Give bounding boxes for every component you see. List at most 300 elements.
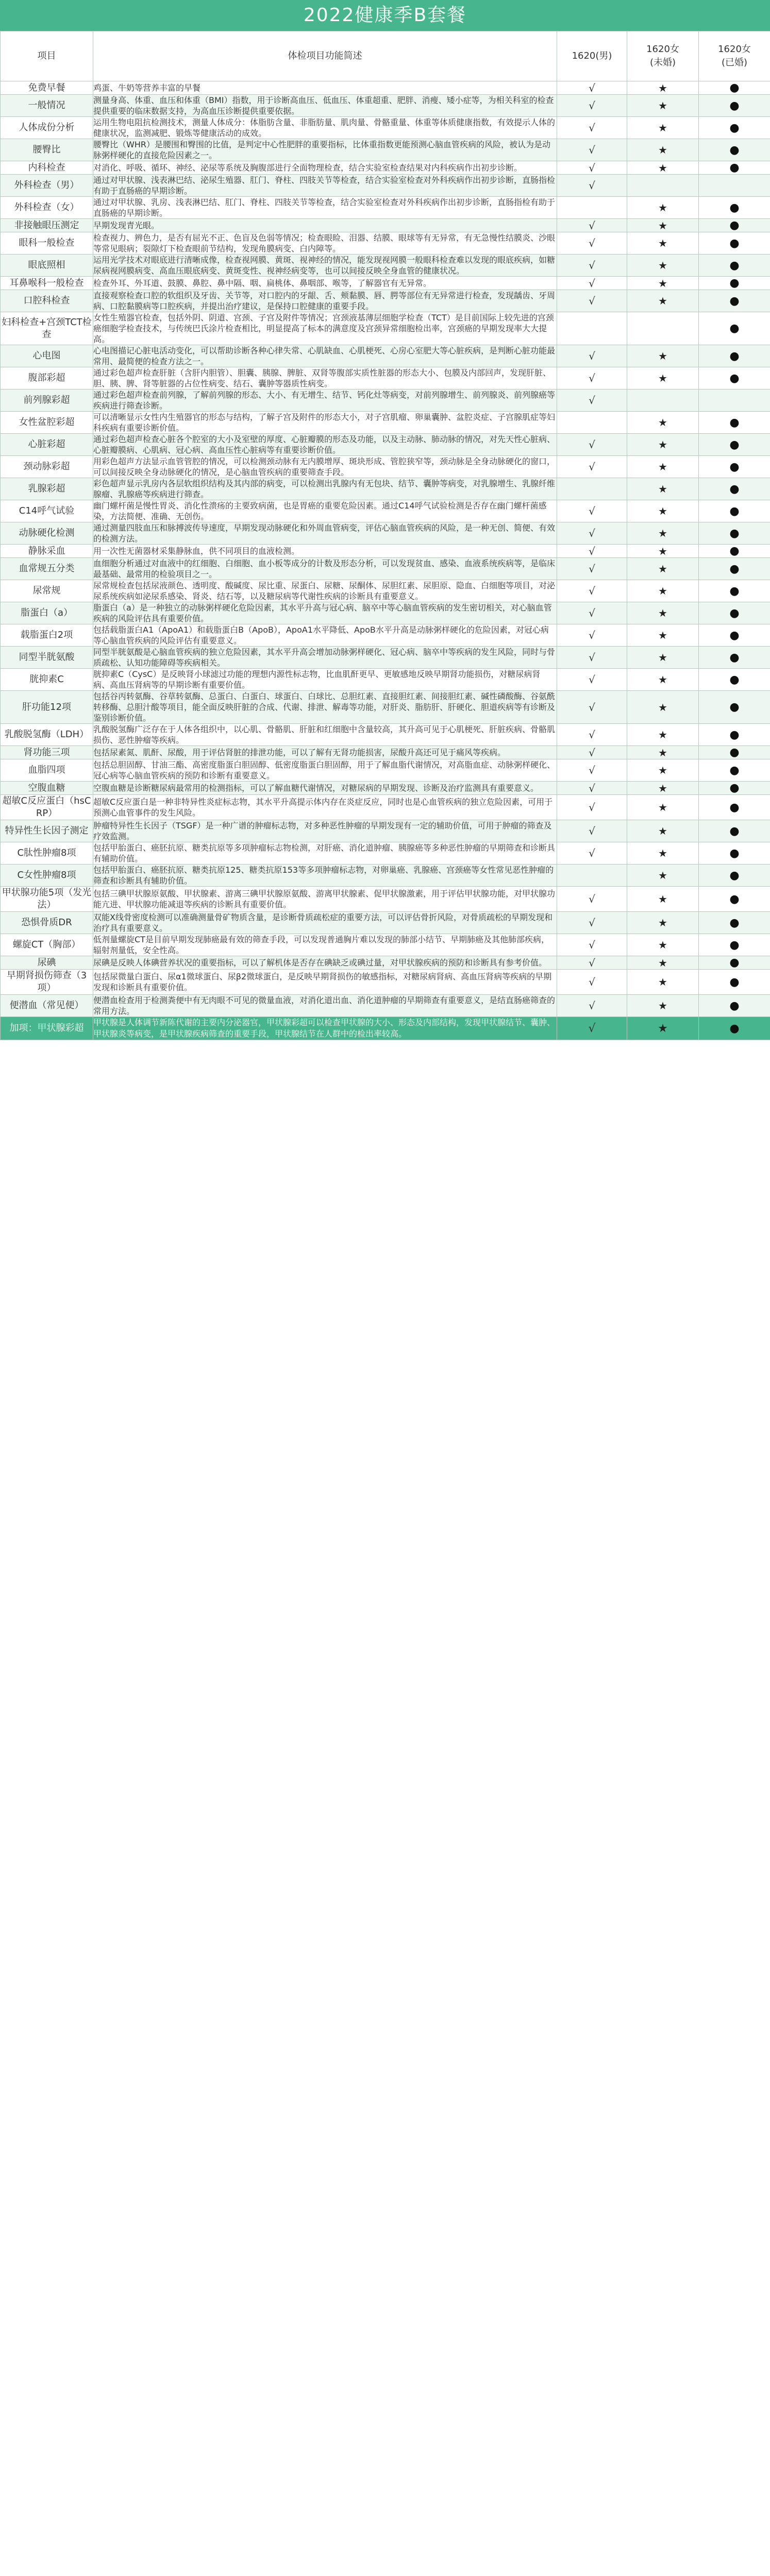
cell-male [557, 545, 627, 558]
item-description: 检查视力、辨色力，是否有屈光不正、色盲及色弱等情况；检查眼睑、泪器、结膜、眼球等有无异常，有无急慢性结膜炎、沙眼等常见眼病；裂隙灯下检查眼前节结构，发现角膜病变、白内障等。 [93, 232, 557, 255]
cell-female-unmarried [627, 669, 699, 691]
check-mark: √ [589, 350, 595, 362]
star-mark: ★ [658, 527, 667, 539]
table-row [1, 412, 770, 434]
cell-female-married [699, 887, 770, 912]
cell-female-unmarried [627, 691, 699, 724]
cell-male [557, 434, 627, 456]
header-desc: 体检项目功能简述 [93, 31, 557, 81]
table-row [1, 724, 770, 746]
item-description: 包括尿素氮、肌酐、尿酸，用于评估肾脏的排泄功能，可以了解有无肾功能损害，尿酸升高还可见于痛风等疾病。 [93, 746, 557, 759]
star-mark: ★ [658, 505, 667, 517]
cell-female-married [699, 580, 770, 602]
item-name: 乳腺彩超 [1, 478, 93, 500]
check-mark: √ [589, 545, 595, 557]
check-mark: √ [589, 505, 595, 517]
table-row [1, 434, 770, 456]
cell-female-unmarried [627, 412, 699, 434]
table-body [1, 81, 770, 1040]
item-description: 包括载脂蛋白A1（ApoA1）和载脂蛋白B（ApoB），ApoA1水平降低、ApoB水平升高是动脉粥样硬化的危险因素，对冠心病等心脑血管疾病的风险评估有重要意义。 [93, 624, 557, 647]
cell-male [557, 820, 627, 842]
item-name: 同型半胱氨酸 [1, 647, 93, 669]
check-mark: √ [589, 461, 595, 473]
check-mark: √ [589, 161, 595, 174]
check-mark: √ [589, 629, 595, 641]
star-mark: ★ [658, 219, 667, 232]
dot-mark: ● [729, 764, 740, 777]
item-name: 螺旋CT（胸部） [1, 934, 93, 956]
item-name: 脂蛋白（a） [1, 602, 93, 624]
item-description: 包括三碘甲状腺原氨酸、甲状腺素、游离三碘甲状腺原氨酸、游离甲状腺素、促甲状腺激素，用于评估甲状腺功能，对甲状腺功能亢进、甲状腺功能减退等疾病的诊断具有重要价值。 [93, 887, 557, 912]
check-mark: √ [589, 728, 595, 741]
cell-female-unmarried [627, 624, 699, 647]
cell-female-unmarried [627, 277, 699, 290]
dot-mark: ● [729, 673, 740, 686]
cell-female-unmarried [627, 795, 699, 820]
table-row [1, 312, 770, 345]
dot-mark: ● [729, 846, 740, 860]
dot-mark: ● [729, 892, 740, 906]
star-mark: ★ [658, 976, 667, 988]
table-row [1, 956, 770, 970]
cell-male [557, 912, 627, 934]
item-name: 甲状腺功能5项（发光法） [1, 887, 93, 912]
check-mark: √ [589, 746, 595, 759]
table-row [1, 912, 770, 934]
item-description: 包括谷丙转氨酶、谷草转氨酶、总蛋白、白蛋白、球蛋白、白球比、总胆红素、直接胆红素、间接胆红素、碱性磷酸酶、谷氨酰转移酶、总胆汁酸等项目，能全面反映肝脏的合成、代谢、排泄、解毒等功能，对肝炎、脂肪肝、肝硬化、胆道疾病等有诊断及鉴别诊断价值。 [93, 691, 557, 724]
table-row [1, 647, 770, 669]
cell-female-married [699, 197, 770, 219]
star-mark: ★ [658, 277, 667, 290]
cell-female-unmarried [627, 782, 699, 795]
item-name: 耳鼻喉科一般检查 [1, 277, 93, 290]
cell-male [557, 970, 627, 995]
table-row [1, 522, 770, 545]
cell-female-unmarried [627, 759, 699, 782]
cell-female-married [699, 389, 770, 412]
dot-mark: ● [729, 294, 740, 308]
table-row [1, 820, 770, 842]
cell-female-married [699, 558, 770, 580]
cell-male [557, 995, 627, 1017]
cell-female-unmarried [627, 934, 699, 956]
table-row [1, 197, 770, 219]
header-item: 项目 [1, 31, 93, 81]
check-mark: √ [589, 976, 595, 988]
item-description: 脂蛋白（a）是一种独立的动脉粥样硬化危险因素，其水平升高与冠心病、脑卒中等心脑血管疾病的发生密切相关，对心脑血管疾病的风险评估具有重要价值。 [93, 602, 557, 624]
dot-mark: ● [729, 746, 740, 759]
dot-mark: ● [729, 277, 740, 290]
check-mark: √ [588, 1022, 596, 1035]
cell-female-married [699, 175, 770, 197]
header-female-married [699, 31, 770, 81]
item-name: 加项：甲状腺彩超 [1, 1017, 93, 1040]
item-description: 测量身高、体重、血压和体重（BMI）指数，用于诊断高血压、低血压、体重超重、肥胖、消瘦、矮小症等，为相关科室的检查提供重要的临床数据支持，为高血压诊断提供重要依据。 [93, 95, 557, 117]
cell-male [557, 161, 627, 175]
cell-female-married [699, 117, 770, 139]
star-mark: ★ [658, 545, 667, 557]
table-row [1, 389, 770, 412]
item-description: 早期发现青光眼。 [93, 219, 557, 232]
item-name: 血常规五分类 [1, 558, 93, 580]
table-row [1, 367, 770, 389]
cell-male [557, 456, 627, 478]
star-mark: ★ [658, 201, 667, 214]
table-row [1, 782, 770, 795]
item-name: 外科检查（男） [1, 175, 93, 197]
star-mark: ★ [658, 893, 667, 905]
item-name: C14呼气试验 [1, 500, 93, 522]
item-description: 可以清晰显示女性内生殖器官的形态与结构，了解子宫及附件的形态大小，对子宫肌瘤、卵巢囊肿、盆腔炎症、子宫腺肌症等妇科疾病有重要诊断价值。 [93, 412, 557, 434]
cell-female-married [699, 956, 770, 970]
cell-male [557, 759, 627, 782]
cell-female-married [699, 290, 770, 312]
dot-mark: ● [729, 606, 740, 620]
dot-mark: ● [729, 371, 740, 385]
cell-female-married [699, 255, 770, 277]
item-description: 胱抑素C（CysC）是反映肾小球滤过功能的理想内源性标志物，比血肌酐更早、更敏感地反映早期肾功能损伤，对糖尿病肾病、高血压肾病等的早期诊断有重要价值。 [93, 669, 557, 691]
star-mark: ★ [658, 917, 667, 929]
cell-female-married [699, 367, 770, 389]
check-mark: √ [589, 825, 595, 837]
cell-female-married [699, 669, 770, 691]
cell-female-married [699, 478, 770, 500]
table-row [1, 219, 770, 232]
table-row [1, 887, 770, 912]
cell-male [557, 782, 627, 795]
table-row [1, 795, 770, 820]
check-mark: √ [589, 394, 595, 406]
check-mark: √ [589, 847, 595, 859]
cell-female-unmarried [627, 367, 699, 389]
item-name: 眼底照相 [1, 255, 93, 277]
check-mark: √ [589, 527, 595, 539]
cell-female-unmarried [627, 345, 699, 367]
cell-female-unmarried [627, 95, 699, 117]
item-description: 用一次性无菌器材采集静脉血，供不同项目的血液检测。 [93, 545, 557, 558]
star-mark: ★ [658, 956, 667, 969]
cell-female-married [699, 412, 770, 434]
header-male: 1620(男) [557, 31, 627, 81]
check-mark: √ [589, 701, 595, 714]
cell-male [557, 139, 627, 161]
star-mark: ★ [658, 869, 667, 882]
cell-female-married [699, 1017, 770, 1040]
cell-female-married [699, 795, 770, 820]
cell-male [557, 1017, 627, 1040]
item-name: 妇科检查+宫颈TCT检查 [1, 312, 93, 345]
check-mark: √ [589, 372, 595, 384]
item-description: 便潜血检查用于检测粪便中有无肉眼不可见的微量血液，对消化道出血、消化道肿瘤的早期筛查有重要意义，是结直肠癌筛查的常用方法。 [93, 995, 557, 1017]
dot-mark: ● [729, 916, 740, 929]
item-description: 同型半胱氨酸是心脑血管疾病的独立危险因素，其水平升高会增加动脉粥样硬化、冠心病、脑卒中等疾病的发生风险，同时与骨质疏松、认知功能障碍等疾病相关。 [93, 647, 557, 669]
table-row [1, 545, 770, 558]
cell-female-unmarried [627, 255, 699, 277]
star-mark: ★ [658, 764, 667, 776]
check-mark: √ [589, 438, 595, 451]
cell-male [557, 669, 627, 691]
cell-male [557, 624, 627, 647]
cell-male [557, 197, 627, 219]
item-name: 尿常规 [1, 580, 93, 602]
table-row [1, 232, 770, 255]
item-description: 肿瘤特异性生长因子（TSGF）是一种广谱的肿瘤标志物，对多种恶性肿瘤的早期发现有一定的辅助价值，可用于肿瘤的筛查及疗效监测。 [93, 820, 557, 842]
dot-mark: ● [729, 81, 740, 94]
cell-female-unmarried [627, 746, 699, 759]
item-name: 静脉采血 [1, 545, 93, 558]
dot-mark: ● [729, 504, 740, 518]
star-mark: ★ [658, 461, 667, 473]
dot-mark: ● [729, 975, 740, 989]
cell-female-unmarried [627, 456, 699, 478]
cell-female-married [699, 820, 770, 842]
cell-female-married [699, 312, 770, 345]
star-mark: ★ [658, 585, 667, 597]
item-description: 双能X线骨密度检测可以准确测量骨矿物质含量，是诊断骨质疏松症的重要方法，可以评估骨折风险，对骨质疏松的早期发现和治疗具有重要意义。 [93, 912, 557, 934]
table-row [1, 117, 770, 139]
item-description: 运用生物电阻抗检测技术，测量人体成分：体脂肪含量、非脂肪量、肌肉量、骨骼重量、体重等体质健康指数，有效提示人体的健康状况，监测减肥、锻炼等健康活动的成效。 [93, 117, 557, 139]
table-row [1, 255, 770, 277]
cell-female-unmarried [627, 139, 699, 161]
check-mark: √ [589, 607, 595, 619]
dot-mark: ● [729, 545, 740, 557]
cell-female-unmarried [627, 545, 699, 558]
star-mark: ★ [658, 701, 667, 714]
table-row [1, 842, 770, 865]
item-description: 女性生殖器官检查，包括外阴、阴道、宫颈、子宫及附件等情况；宫颈液基薄层细胞学检查（TCT）是目前国际上较先进的宫颈癌细胞学检查技术，与传统巴氏涂片检查相比，明显提高了标本的满意度及宫颈异常细胞检出率，宫颈癌的早期发现率大大提高。 [93, 312, 557, 345]
cell-male [557, 95, 627, 117]
cell-female-unmarried [627, 522, 699, 545]
check-mark: √ [589, 99, 595, 112]
header-female-unmarried [627, 31, 699, 81]
table-row [1, 995, 770, 1017]
cell-female-married [699, 842, 770, 865]
item-description: 幽门螺杆菌是慢性胃炎、消化性溃疡的主要致病菌，也是胃癌的重要危险因素。通过C14呼气试验检测是否存在幽门螺杆菌感染，方法简便、准确、无创伤。 [93, 500, 557, 522]
item-description: 包括总胆固醇、甘油三酯、高密度脂蛋白胆固醇、低密度脂蛋白胆固醇，用于了解血脂代谢情况，对高脂血症、动脉粥样硬化、冠心病等心脑血管疾病的预防和诊断有重要意义。 [93, 759, 557, 782]
star-mark: ★ [658, 1022, 668, 1035]
cell-female-unmarried [627, 647, 699, 669]
item-name: 口腔科检查 [1, 290, 93, 312]
cell-male [557, 345, 627, 367]
table-row [1, 478, 770, 500]
dot-mark: ● [729, 869, 740, 882]
cell-female-married [699, 161, 770, 175]
dot-mark: ● [729, 322, 740, 335]
table-row [1, 580, 770, 602]
cell-female-married [699, 219, 770, 232]
item-name: 内科检查 [1, 161, 93, 175]
dot-mark: ● [729, 629, 740, 642]
cell-female-married [699, 139, 770, 161]
star-mark: ★ [658, 416, 667, 429]
item-name: 腹部彩超 [1, 367, 93, 389]
star-mark: ★ [658, 350, 667, 362]
check-mark: √ [589, 259, 595, 272]
item-name: 动脉硬化检测 [1, 522, 93, 545]
table-row [1, 139, 770, 161]
cell-male [557, 580, 627, 602]
header-female-unmarried-label: 1620女 (未婚) [646, 44, 679, 68]
item-description: 包括甲胎蛋白、癌胚抗原、糖类抗原125、糖类抗原153等多项肿瘤标志物，对卵巢癌、乳腺癌、宫颈癌等女性常见恶性肿瘤的筛查和诊断具有辅助价值。 [93, 865, 557, 887]
item-name: 一般情况 [1, 95, 93, 117]
table-row [1, 456, 770, 478]
cell-male [557, 842, 627, 865]
cell-female-unmarried [627, 478, 699, 500]
cell-female-unmarried [627, 602, 699, 624]
star-mark: ★ [658, 295, 667, 307]
cell-male [557, 219, 627, 232]
item-name: 胱抑素C [1, 669, 93, 691]
item-description: 腰臀比（WHR）是腰围和臀围的比值，是判定中心性肥胖的重要指标，比体重指数更能预测心脑血管疾病的风险，被认为是动脉粥样硬化的直接危险因素之一。 [93, 139, 557, 161]
cell-female-married [699, 624, 770, 647]
dot-mark: ● [729, 782, 740, 794]
item-description: 通过测量四肢血压和脉搏波传导速度，早期发现动脉硬化和外周血管病变，评估心脑血管疾病的风险，是一种无创、简便、有效的检测方法。 [93, 522, 557, 545]
cell-female-married [699, 602, 770, 624]
check-mark: √ [589, 144, 595, 156]
check-mark: √ [589, 179, 595, 192]
table-row [1, 345, 770, 367]
cell-female-unmarried [627, 389, 699, 412]
header-female-married-label: 1620女 (已婚) [718, 44, 751, 68]
dot-mark: ● [729, 701, 740, 714]
item-description: 心电图描记心脏电活动变化，可以帮助诊断各种心律失常、心肌缺血、心肌梗死、心房心室肥大等心脏疾病，是判断心脏功能最常用、最简便的检查方法之一。 [93, 345, 557, 367]
star-mark: ★ [658, 939, 667, 951]
cell-female-unmarried [627, 161, 699, 175]
cell-male [557, 117, 627, 139]
item-description: 甲状腺是人体调节新陈代谢的主要内分泌器官，甲状腺彩超可以检查甲状腺的大小、形态及内部结构，发现甲状腺结节、囊肿、甲状腺炎等病变，是甲状腺疾病筛查的重要手段，甲状腺结节在人群中的检出率较高。 [93, 1017, 557, 1040]
item-name: 尿碘 [1, 956, 93, 970]
cell-female-married [699, 81, 770, 95]
dot-mark: ● [729, 824, 740, 838]
dot-mark: ● [729, 99, 740, 112]
check-mark: √ [589, 893, 595, 905]
check-mark: √ [589, 277, 595, 290]
cell-female-unmarried [627, 912, 699, 934]
table-header-row [1, 31, 770, 81]
star-mark: ★ [658, 99, 667, 112]
cell-female-married [699, 456, 770, 478]
star-mark: ★ [658, 161, 667, 174]
cell-male [557, 312, 627, 345]
star-mark: ★ [658, 746, 667, 759]
check-mark: √ [589, 782, 595, 794]
cell-male [557, 647, 627, 669]
cell-female-unmarried [627, 175, 699, 197]
cell-male [557, 232, 627, 255]
item-description: 运用光学技术对眼底进行清晰成像，检查视网膜、黄斑、视神经的情况，能发现视网膜一般眼科检查难以发现的眼底疾病，如糖尿病视网膜病变、高血压眼底病变、黄斑变性、视神经病变等，也可以间接反映全身血管的健康状况。 [93, 255, 557, 277]
item-name: 外科检查（女） [1, 197, 93, 219]
item-description: 低剂量螺旋CT是目前早期发现肺癌最有效的筛查手段，可以发现普通胸片难以发现的肺部小结节、早期肺癌及其他肺部疾病，辐射剂量低，安全性高。 [93, 934, 557, 956]
cell-female-married [699, 724, 770, 746]
check-mark: √ [589, 585, 595, 597]
item-name: 血脂四项 [1, 759, 93, 782]
cell-male [557, 691, 627, 724]
item-name: 心脏彩超 [1, 434, 93, 456]
cell-female-unmarried [627, 500, 699, 522]
item-description: 对消化、呼吸、循环、神经、泌尿等系统及胸腹部进行全面物理检查，结合实验室检查结果对内科疾病作出初步诊断。 [93, 161, 557, 175]
table-row [1, 669, 770, 691]
cell-male [557, 412, 627, 434]
cell-male [557, 255, 627, 277]
table-row [1, 624, 770, 647]
cell-female-married [699, 865, 770, 887]
item-description: 尿碘是反映人体碘营养状况的重要指标，可以了解机体是否存在碘缺乏或碘过量，对甲状腺疾病的预防和诊断具有参考价值。 [93, 956, 557, 970]
cell-male [557, 865, 627, 887]
item-name: C肽性肿瘤8项 [1, 842, 93, 865]
item-name: 肾功能三项 [1, 746, 93, 759]
cell-female-unmarried [627, 232, 699, 255]
star-mark: ★ [658, 259, 667, 272]
cell-female-unmarried [627, 842, 699, 865]
item-name: 腰臀比 [1, 139, 93, 161]
dot-mark: ● [729, 416, 740, 429]
item-name: 恐惧骨质DR [1, 912, 93, 934]
item-name: 心电图 [1, 345, 93, 367]
star-mark: ★ [658, 122, 667, 134]
check-mark: √ [589, 219, 595, 232]
check-mark: √ [589, 651, 595, 664]
cell-female-married [699, 691, 770, 724]
page-title: 2022健康季B套餐 [0, 0, 770, 31]
check-mark: √ [589, 956, 595, 969]
check-mark: √ [589, 764, 595, 776]
table-row [1, 161, 770, 175]
cell-male [557, 277, 627, 290]
cell-male [557, 602, 627, 624]
dot-mark: ● [729, 143, 740, 157]
star-mark: ★ [658, 728, 667, 741]
cell-male [557, 522, 627, 545]
package-table [0, 31, 770, 1040]
cell-female-married [699, 434, 770, 456]
item-description: 通过对甲状腺、浅表淋巴结、泌尿生殖器、肛门、脊柱、四肢关节等检查，结合实验室检查对外科疾病作出初步诊断，直肠指检有助于直肠癌的早期诊断。 [93, 175, 557, 197]
item-description: 通过彩色超声检查前列腺，了解前列腺的形态、大小、有无增生、结节、钙化灶等病变，对前列腺增生、前列腺炎、前列腺癌等疾病进行筛查诊断。 [93, 389, 557, 412]
dot-mark: ● [729, 562, 740, 575]
table-row [1, 290, 770, 312]
dot-mark: ● [729, 349, 740, 363]
check-mark: √ [589, 122, 595, 134]
item-description: 血细胞分析通过对血液中的红细胞、白细胞、血小板等成分的计数及形态分析，可以发现贫血、感染、血液系统疾病等，是临床最基础、最常用的检验项目之一。 [93, 558, 557, 580]
cell-male [557, 934, 627, 956]
item-description: 鸡蛋、牛奶等营养丰富的早餐 [93, 81, 557, 95]
check-mark: √ [589, 801, 595, 814]
item-name: 乳酸脱氢酶（LDH） [1, 724, 93, 746]
item-name: C女性肿瘤8项 [1, 865, 93, 887]
cell-female-married [699, 759, 770, 782]
table-row [1, 500, 770, 522]
cell-male [557, 724, 627, 746]
check-mark: √ [589, 917, 595, 929]
item-name: 免费早餐 [1, 81, 93, 95]
cell-male [557, 367, 627, 389]
dot-mark: ● [729, 460, 740, 473]
cell-female-married [699, 995, 770, 1017]
table-row [1, 759, 770, 782]
cell-female-unmarried [627, 956, 699, 970]
table-row [1, 558, 770, 580]
cell-male [557, 956, 627, 970]
table-row [1, 865, 770, 887]
item-name: 肝功能12项 [1, 691, 93, 724]
table-row [1, 175, 770, 197]
star-mark: ★ [658, 144, 667, 156]
dot-mark: ● [729, 121, 740, 134]
cell-male [557, 290, 627, 312]
item-name: 非接触眼压测定 [1, 219, 93, 232]
dot-mark: ● [729, 438, 740, 451]
dot-mark: ● [729, 236, 740, 250]
item-name: 空腹血糖 [1, 782, 93, 795]
